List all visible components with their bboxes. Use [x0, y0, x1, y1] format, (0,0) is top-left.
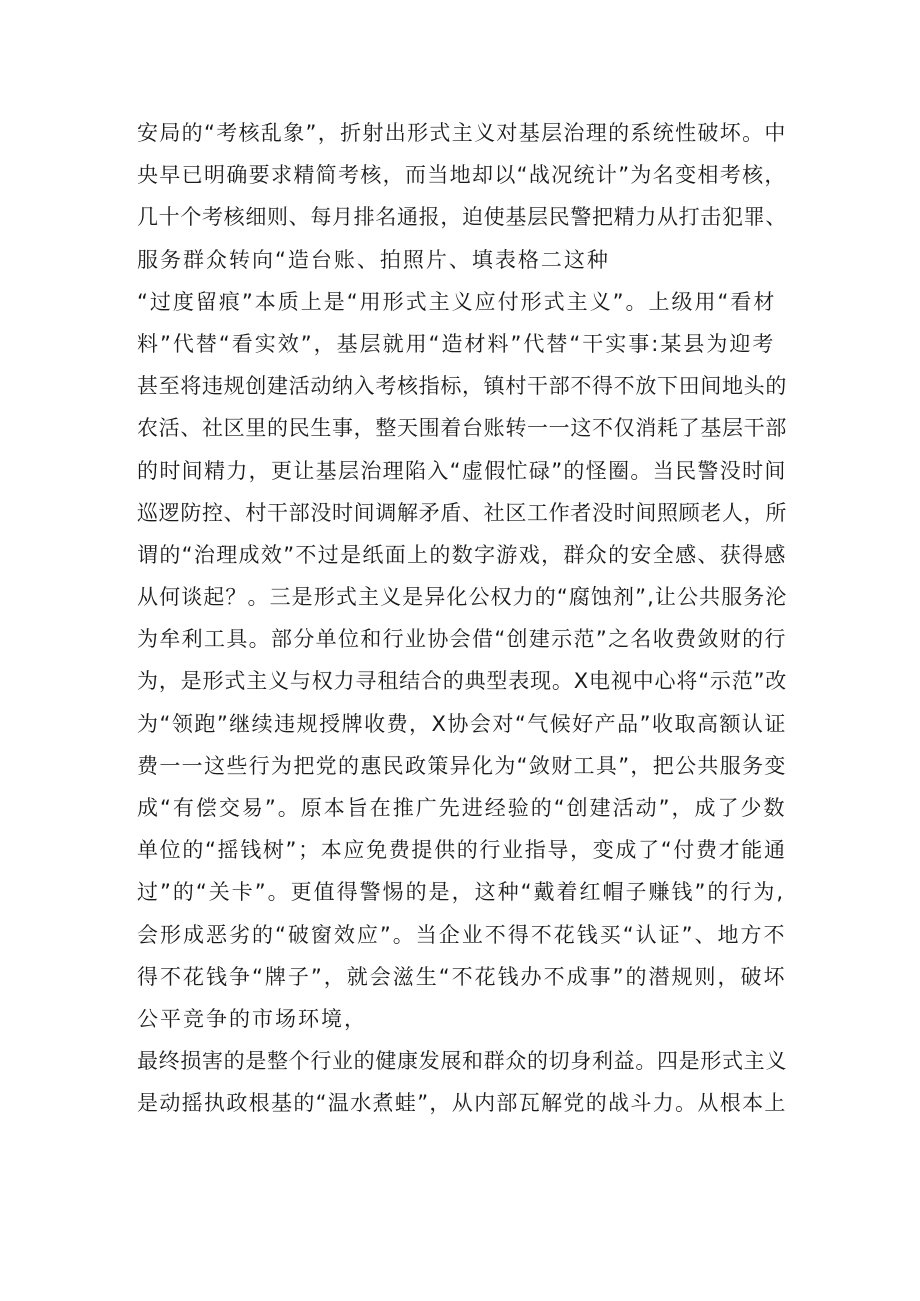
- text-line-17: 成“有偿交易”。原本旨在推广先进经验的“创建活动”，成了少数: [137, 796, 787, 820]
- text-line-12: 从何谈起？。三是形式主义是异化公权力的“腐蚀剂”,让公共服务沦: [137, 585, 788, 610]
- text-line-15: 为“领跑”继续违规授牌收费，X协会对“气候好产品”收取高额认证: [137, 711, 787, 736]
- text-line-24: 是动摇执政根基的“温水煮蛙”，从内部瓦解党的战斗力。从根本上: [137, 1091, 787, 1116]
- text-line-21: 得不花钱争“牌子”，就会滋生“不花钱办不成事”的潜规则，破坏: [137, 964, 787, 989]
- text-line-1: 安局的“考核乱象”，折射出形式主义对基层治理的系统性破坏。中: [137, 121, 787, 145]
- text-line-19: 过”的“关卡”。更值得警惕的是，这种“戴着红帽子赚钱”的行为,: [137, 880, 786, 905]
- text-line-20: 会形成恶劣的“破窗效应”。当企业不得不花钱买“认证”、地方不: [137, 922, 787, 947]
- text-line-11: 谓的“治理成效”不过是纸面上的数字游戏，群众的安全感、获得感: [137, 542, 787, 567]
- text-line-4: 服务群众转向“造台账、拍照片、填表格二这种: [137, 247, 610, 272]
- text-line-7: 甚至将违规创建活动纳入考核指标，镇村干部不得不放下田间地头的: [137, 374, 787, 399]
- document-body: [137, 112, 787, 1125]
- text-line-10: 巡逻防控、村干部没时间调解矛盾、社区工作者没时间照顾老人，所: [137, 500, 787, 525]
- text-line-22: 公平竞争的市场环境，: [137, 1006, 367, 1031]
- text-line-16: 费一一这些行为把党的惠民政策异化为“敛财工具”，把公共服务变: [137, 753, 787, 778]
- text-line-13: 为牟利工具。部分单位和行业协会借“创建示范”之名收费敛财的行: [137, 627, 787, 652]
- text-line-6: 料”代替“看实效”，基层就用“造材料”代替“干实事:某县为迎考: [137, 331, 776, 356]
- text-line-8: 农活、社区里的民生事，整天围着台账转一一这不仅消耗了基层干部: [137, 416, 787, 441]
- text-line-5: “过度留痕”本质上是“用形式主义应付形式主义”。上级用“看材: [137, 289, 777, 314]
- text-line-3: 几十个考核细则、每月排名通报，迫使基层民警把精力从打击犯罪、: [137, 205, 787, 230]
- text-line-9: 的时间精力，更让基层治理陷入“虚假忙碌”的怪圈。当民警没时间: [137, 458, 787, 483]
- text-line-14: 为，是形式主义与权力寻租结合的典型表现。X电视中心将“示范”改: [137, 669, 788, 694]
- text-line-18: 单位的“摇钱树”；本应免费提供的行业指导，变成了“付费才能通: [137, 838, 787, 863]
- text-line-2: 央早已明确要求精简考核，而当地却以“战况统计”为名变相考核，: [137, 163, 787, 188]
- text-line-23: 最终损害的是整个行业的健康发展和群众的切身利益。四是形式主义: [137, 1049, 787, 1074]
